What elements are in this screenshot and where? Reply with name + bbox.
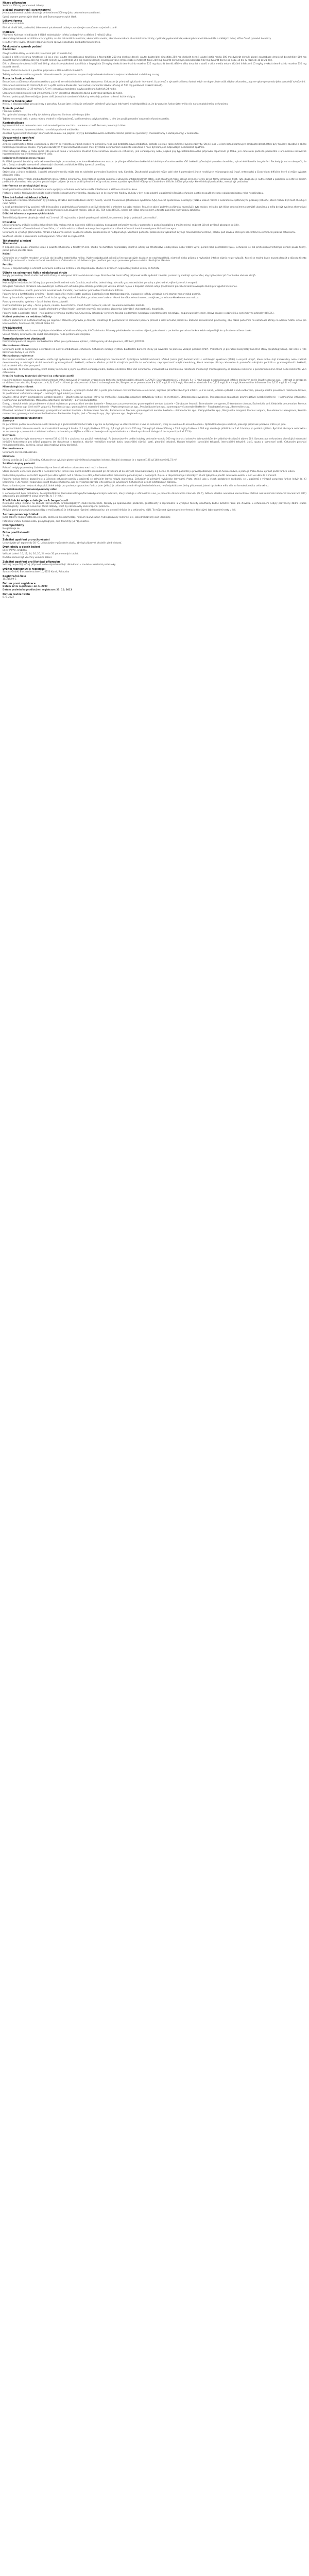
section-heading: Zvláštní opatření pro uchovávání (3, 538, 50, 542)
section-heading: Druh obalu a obsah balení (3, 546, 40, 549)
document-section (3, 561, 306, 567)
section-paragraph: Cefuroxim-axetil může ovlivňovat střevní flóru, což může vést ke snížené reabsorpci estrogenů a ke snížené účinnosti kombinované perorální antikoncepce. (3, 228, 177, 231)
section-heading: Držitel rozhodnutí o registraci (3, 567, 46, 571)
section-heading: Léková forma (3, 20, 22, 23)
document-section (3, 546, 306, 560)
section-heading: Upozornění a opatření (3, 136, 35, 140)
section-paragraph: Obvyklá délka léčby je sedm dní (v rozmezí pěti až deseti dní). (3, 52, 73, 55)
section-paragraph: akutní streptokoková tonzilitida a faryngitida; akutní bakteriální sinusitida; akutní otitis media; akutní exacerbace chronické bronchitidy; cystitida; pyelonefritida; nekomplikované infekce kůže a měkkých tkání; léčba časné lymeské boreliózy. (3, 38, 271, 41)
section-paragraph: Kategorie frekvence přiřazené níže uvedeným nežádoucím účinkům jsou odhady, protože pro většinu účinků nejsou k dispozici vhodné údaje (například z placebem kontrolovaných studií) pro výpočet incidence. (3, 285, 238, 289)
section-heading: Účinky na schopnost řídit a obsluhovat stroje (3, 271, 67, 275)
section-paragraph: 15/315/09-C (3, 578, 16, 581)
section-paragraph: Jádro tablety: mikrokrystalická celulóza, sodná sůl kroskarmelózy, natrium-lauryl-sulfát, hydrogenovaný rostlinný olej, koloidní bezvodý oxid křemičitý. (3, 516, 171, 519)
section-paragraph: Blistr (Al/Al), krabička. (3, 549, 28, 552)
section-paragraph: Veškerý nepoužitý léčivý přípravek nebo odpad musí být zlikvidován v souladu s místními požadavky. (3, 564, 116, 567)
section-paragraph: Neuplatňuje se. (3, 527, 21, 530)
section-paragraph: Po podání tablet cefuroxim-axetilu se maximálních sérových hladin (2,1 mg/l při dávce 125 mg, 4,1 mg/l při dávce 250 mg, 7,0 mg/l při dávce 500 mg a 13,6 mg/l při dávce 1 000 mg) dosahuje přibližně za 2 až 3 hodiny po podání s jídlem. Rychlost absorpce cefuroximu ze suspenze je v porovnání s tabletami snížena, což vede k pozdějším a nižším vrcholovým sérovým hladinám a snížené systémové biologické dostupnosti (o 4 až 17 %). (3, 427, 306, 433)
section-paragraph: Lze očekávat, že mikroorganismy, které získaly rezistenci k jiným injekčním cefalosporinům, budou rezistentní také vůči cefuroximu. V závislosti na mechanismu rezistence mohou být mikroorganismy se získanou rezistencí k penicilinům méně citlivé nebo rezistentní vůči cefuroximu. (3, 368, 306, 375)
section-paragraph: Tento léčivý přípravek obsahuje méně než 1 mmol (23 mg) sodíku v jedné potahované tabletě, to znamená, že je v podstatě „bez sodíku“. (3, 216, 158, 219)
document-section (3, 240, 306, 270)
section-heading: Seznam pomocných látek (3, 513, 39, 517)
section-paragraph: Předávkování může vést k neurologickým následkům, včetně encefalopatie, křečí a kómatu. Příznaky předávkování se mohou objevit, pokud není u pacientů s poruchou funkce ledvin odpovídajícím způsobem snížena dávka. (3, 330, 252, 332)
section-paragraph: Biotransformace (3, 448, 24, 451)
section-paragraph: Vazba na bílkoviny byla stanovena v rozmezí 33 až 50 % v závislosti na použité metodologii. Po jednorázovém podání tablety cefuroxim-axetilu 500 mg dvanácti zdravým dobrovolníkům byl zdánlivý distribuční objem 50 l. Koncentrace cefuroximu převyšující minimální inhibiční koncentrace pro běžné patogeny lze dosáhnout v tonzilách, tkáních vedlejších nosních dutin, bronchiální sliznici, kosti, pleurální tekutině, kloubní tekutině, synoviální tekutině, intersticiální tekutině, žluči, sputu a komorové vodě. Cefuroxim prochází hematoencefalickou bariérou, pokud jsou mozkové pleny zanícené. (3, 438, 306, 447)
section-paragraph: Potahová vrstva: hypromelóza, propylenglykol, oxid titaničitý (E171), mastek. (3, 520, 90, 523)
section-paragraph: Tablety cefuroxim-axetilu a granule cefuroxim-axetilu pro perorální suspenzi nejsou bioekvivalentní a nejsou zaměnitelné na bázi mg na mg. (3, 73, 160, 76)
document-section (3, 417, 306, 498)
section-paragraph: Přípravek Xorimax je indikován k léčbě následujících infekcí u dospělých a dětí od 3 měsíců věku: (3, 33, 112, 37)
section-paragraph: Hypersenzitivní reakce (3, 140, 32, 143)
section-paragraph: Děti s tělesnou hmotností nižší než 40 kg: akutní streptokoková tonzilitida a faryngitida 10 mg/kg dvakrát denně až do maxima 125 mg dvakrát denně; děti ve věku dvou let a starší s otitis media nebo s těžšími infekcemi 15 mg/kg dvakrát denně až do maxima 250 mg dvakrát denně. (3, 63, 306, 69)
section-paragraph: Dospělí a děti s tělesnou hmotností 40 kg a více: akutní streptokoková tonzilitida a faryngitida 250 mg dvakrát denně; akutní bakteriální sinusitida 250 mg dvakrát denně; akutní otitis media 500 mg dvakrát denně; akutní exacerbace chronické bronchitidy 500 mg dvakrát denně; cystitida 250 mg dvakrát denně; pyelonefritida 250 mg dvakrát denně; nekomplikované infekce kůže a měkkých tkání 250 mg dvakrát denně; lymeská borelióza 500 mg dvakrát denně po dobu 14 dní (v rozmezí 10 až 21 dní). (3, 56, 306, 62)
section-heading: Inkompatibility (3, 524, 24, 528)
section-paragraph: Stejně jako u jiných antibiotik, i použití cefuroxim-axetilu může mít za následek pomnožení kvasinek rodu Candida. Dlouhodobé používání může také vést k pomnožení jiných necitlivých mikroorganismů (např. enterokoků a Clostridium difficile), které si může vyžádat přerušení léčby. (3, 171, 306, 177)
section-paragraph: Aktivita gama-glutamyltranspeptidázy v moči potkanů je inhibována různými cefalosporiny, ale úroveň inhibice je u cefuroximu nižší. To může mít význam pro interferenci s klinickými laboratorními testy u lidí. (3, 509, 236, 512)
document-section (3, 31, 306, 45)
section-paragraph: Jarischova-Herxheimerova reakce (3, 157, 45, 160)
section-paragraph: K dispozici jsou pouze omezené údaje o použití cefuroximu u těhotných žen. Studie na zvířatech neprokázaly škodlivé účinky na těhotenství, embryonální nebo fetální vývoj, porod nebo postnatální vývoj. Cefuroxim se má předepisovat těhotným ženám pouze tehdy, pokud přínos převáží riziko. (3, 246, 306, 252)
section-paragraph: Absorpce (3, 420, 14, 423)
document-section (3, 137, 306, 195)
section-heading: Předávkování (3, 326, 22, 330)
section-paragraph: Bakteriální rezistence vůči cefuroximu může být způsobena jedním nebo více z následujících mechanismů: hydrolýzou betalaktamázami, včetně (mimo jiné) betalaktamáz s rozšířeným spektrem (ESBL) a enzymů AmpC, které mohou být indukovány nebo stabilně derepresovány u některých druhů aerobních gramnegativních bakterií; sníženou afinitou proteinů vázajících penicilin ke cefuroximu; nepropustností vnější membrány, která omezuje přístup cefuroximu k proteinům vázajícím penicilin u gramnegativních bakterií; bakteriálními efluxními pumpami. (3, 359, 306, 367)
section-paragraph: Velikost balení: 10, 12, 14, 16, 20, 24 nebo 50 potahovaných tablet. (3, 552, 79, 555)
document-section (3, 77, 306, 98)
section-paragraph: Těhotenství (3, 242, 18, 245)
section-paragraph: Starší pacienti: u starších pacientů s normální funkcí ledvin není nutná zvláštní opatrnost při dávkování až do obvyklé maximální dávky 1 g denně. U starších pacientů je pravděpodobnější snížená funkce ledvin, a proto je třeba dávku upravit podle funkce ledvin. (3, 470, 296, 473)
section-heading: Porucha funkce jater (3, 99, 32, 103)
section-paragraph: Léčivé přípravky snižující aciditu žaludečních šťáv mohou mít za následek nižší biologickou dostupnost cefuroxim-axetilu v porovnání s podáním nalačno a mají tendenci snižovat účinek zvýšené absorpce po jídle. (3, 224, 240, 227)
section-paragraph: Protože u testů s ferrikyanidem může dojít k falešně negativnímu výsledku, doporučuje se ke stanovení hladiny glukózy v krvi nebo plazmě u pacientů léčených cefuroxim-axetilem použít metodu s glukózooxidázou nebo hexokinázou. (3, 192, 264, 195)
section-paragraph: Potahovaná tableta. (3, 23, 25, 26)
section-paragraph: Přirozeně rezistentní mikroorganismy: grampozitivní aerobní bakterie – Enterococcus faecalis, Enterococcus faecium; gramnegativní aerobní bakterie – Acinetobacter spp., Campylobacter spp., Morganella morganii, Proteus vulgaris, Pseudomonas aeruginosa, Serratia marcescens; gramnegativní anaerobní bakterie – Bacteroides fragilis; jiné – Chlamydia spp., Mycoplasma spp., Legionella spp. (3, 410, 306, 416)
section-paragraph: Neklinické údaje získané na základě konvenčních farmakologických studií bezpečnosti, toxicity po opakovaném podávání, genotoxicity a reprodukční a vývojové toxicity neodhalily žádné zvláštní riziko pro člověka. S cefuroximem nebyly provedeny žádné studie kancerogenity, nicméně neexistují žádné důkazy, které by naznačovaly kancerogenní potenciál. (3, 502, 306, 509)
document-section (3, 513, 306, 523)
document-section (3, 272, 306, 278)
document-section (3, 196, 306, 219)
section-paragraph: Před zahájením léčby je třeba zjistit, zda pacient nemá v anamnéze závažné hypersenzitivní reakce na cefuroxim, jiné cefalosporiny nebo jakýkoli jiný typ betalaktamového přípravku. Opatrnosti je třeba, je-li cefuroxim podáván pacientům s anamnézou nezávažné hypersenzitivity na jiné betalaktamové látky. (3, 150, 306, 156)
section-paragraph: Pomnožení necitlivých mikroorganismů (3, 167, 52, 171)
section-paragraph: Uchovávejte při teplotě do 30 °C. Uchovávejte v původním obalu, aby byl přípravek chráněn před vlhkostí. (3, 541, 122, 545)
section-paragraph: Na trhu nemusí být všechny velikosti balení. (3, 556, 53, 560)
section-heading: Složení kvalitativní i kvantitativní (3, 8, 50, 12)
document-section (3, 568, 306, 574)
section-paragraph: Kojení (3, 253, 11, 256)
section-paragraph: Cefuroxim se v malém množství vylučuje do lidského mateřského mléka. Výskyt nežádoucích účinků při terapeutických dávkách se nepředpokládá, nicméně riziko průjmu a mykotické infekce sliznic nelze vyloučit. Kojení se možná bude muset přerušit z důvodu těchto účinků. Je nutno vzít v úvahu možnost senzibilizace. Cefuroxim se má během kojení používat pouze po posouzení přínosu a rizika ošetřujícím lékařem. (3, 257, 306, 263)
section-paragraph: Mechanismus rezistence (3, 355, 33, 358)
section-paragraph: Zvláštní skupiny pacientů (3, 463, 35, 466)
section-paragraph: Poruchy nervového systému – časté: bolest hlavy, závratě. (3, 300, 68, 303)
section-paragraph: Závažná hypersenzitivita (např. anafylaktická reakce) na jakýkoli jiný typ betalaktamového antibakteriálního přípravku (peniciliny, monobaktamy a karbapenemy) v anamnéze. (3, 132, 200, 135)
document-section (3, 279, 306, 326)
section-paragraph: Po perorálním podání se cefuroxim-axetil absorbuje z gastrointestinálního traktu a rychle se hydrolyzuje ve střevní sliznici a krvi na cefuroxim, který se uvolňuje do krevního oběhu. Optimální absorpce nastává, pokud je přípravek podáván krátce po jídle. (3, 423, 286, 427)
section-paragraph: Hypersenzitivita na cefuroxim nebo na kteroukoli pomocnou látku uvedenou v bodě Seznam pomocných látek. (3, 125, 127, 128)
document-section (3, 575, 306, 581)
section-paragraph: Nejsou k dispozici údaje o účincích cefuroxim-axetilu na fertilitu u lidí. Reprodukční studie na zvířatech neprokázaly žádné účinky na fertilitu. (3, 267, 160, 270)
section-heading: Závažné kožní nežádoucí účinky (3, 196, 48, 200)
section-heading: Těhotenství a kojení (3, 239, 31, 243)
section-paragraph: Gastrointestinální poruchy – časté: průjem, nauzea, bolest břicha; méně časté: zvracení; vzácné: pseudomembranózní kolitida. (3, 304, 145, 307)
document-section (3, 9, 306, 19)
section-paragraph: Tablety se nemají drtit, a proto nejsou vhodné k léčbě pacientů, kteří nemohou polykat tablety. U dětí lze použít perorální suspenzi cefuroxim-axetilu. (3, 117, 170, 121)
section-paragraph: Úplný seznam pomocných látek viz bod Seznam pomocných látek. (3, 15, 77, 19)
section-paragraph: V souvislosti s léčbou cefuroximem byly hlášeny závažné kožní nežádoucí účinky (SCAR), včetně Stevensova-Johnsonova syndromu (SJS), toxické epidermální nekrolýzy (TEN) a lékové reakce s eozinofilií a systémovými příznaky (DRESS), které mohou být život ohrožující nebo fatální. (3, 199, 306, 206)
section-heading: Farmakodynamické vlastnosti (3, 337, 45, 341)
section-paragraph: Eliminace (3, 455, 15, 458)
section-paragraph: Při používání téměř všech antibakteriálních látek, včetně cefuroximu, byla hlášena kolitida spojená s užíváním antibakteriálních látek, jejíž závažnost může kolísat od mírné formy až po formy ohrožující život. Tuto diagnózu je nutno zvážit u pacientů, u nichž se během podávání cefuroximu nebo po jeho podání objeví průjem. Je nutno zvážit přerušení léčby cefuroximem a podání specifické léčby proti Clostridium difficile. Léčivé přípravky, které inhibují peristaltiku, nemají být podávány. (3, 178, 306, 184)
document-section (3, 100, 306, 106)
section-paragraph: Sérové hladiny cefuroximu lze snížit hemodialýzou nebo peritoneální dialýzou. (3, 333, 91, 336)
section-paragraph: 8. 6. 2022 (3, 596, 14, 599)
document-section (3, 524, 306, 530)
section-paragraph: Porucha funkce ledvin: bezpečnost a účinnost cefuroxim-axetilu u pacientů se selháním ledvin nebyla stanovena. Cefuroxim je primárně vylučován ledvinami. Proto, stejně jako u všech podobných antibiotik, se u pacientů s výrazně poruchou funkce ledvin (tj. Cl kreatininu < 30 ml/min) doporučuje snížit dávku cefuroximu, aby se vykompenzovalo jeho pomalejší vylučování. Cefuroxim je účinně odstraňován dialýzou. (3, 478, 306, 484)
section-heading: Zvláštní opatření pro likvidaci přípravku (3, 560, 60, 564)
section-paragraph: Interference se sérologickými testy (3, 184, 47, 188)
section-paragraph: Poruchy imunitního systému – méně časté: kožní vyrážky; vzácné: kopřivka, pruritus; není známo: léková horečka, sérová nemoc, anafylaxe, Jarischova-Herxheimerova reakce. (3, 297, 199, 300)
section-paragraph: Nejsou žádné zkušenosti s použitím přípravku u dětí mladších 3 měsíců. (3, 70, 83, 73)
section-paragraph: Prevalence získané rezistence se může geograficky a časově u vybraných druhů lišit, a proto jsou žádoucí místní informace o rezistenci, zejména při léčbě závažných infekcí. Je-li to nutné, je třeba vyžádat si radu odborníka, pokud je místní prevalence rezistence taková, že použitelnost cefuroximu alespoň u některých typů infekcí je sporná. (3, 389, 306, 395)
document-section (3, 582, 306, 592)
section-heading: Datum revize textu (3, 593, 30, 597)
section-paragraph: Hlášení podezření na nežádoucí účinky po registraci léčivého přípravku je důležité. Umožňuje to pokračovat ve sledování poměru přínosů a rizik léčivého přípravku. Žádáme zdravotnické pracovníky, aby hlásili podezření na nežádoucí účinky na adresu: Státní ústav pro kontrolu léčiv, Šrobárova 48, 100 41 Praha 10. (3, 319, 306, 326)
section-paragraph: V době předepisování by pacienti měli být poučeni o známkách a příznacích a pečlivě sledováni s ohledem na kožní reakce. Pokud se objeví známky a příznaky naznačující tyto reakce, měla by být léčba cefuroximem okamžitě ukončena a měla by být zvážena alternativní léčba. Pokud se u pacienta při použití cefuroximu rozvinula závažná reakce, jako je SJS, TEN nebo DRESS, nesmí být léčba cefuroximem u tohoto pacienta nikdy znovu zahájena. (3, 206, 306, 212)
section-paragraph: Poruchy kůže a podkožní tkáně – není známo: erythema multiforme, Stevensův-Johnsonův syndrom, toxická epidermální nekrolýza (exantematózní nekrolýza), angioneurotický edém, léková reakce s eozinofilií a systémovými příznaky (DRESS). (3, 312, 274, 315)
section-paragraph: Farmakokinetický/farmakodynamický vztah (3, 488, 57, 492)
section-paragraph: Hraniční hodnoty minimální inhibiční koncentrace (MIC) stanovené Evropským výborem pro testování antimikrobiální citlivosti (EUCAST): Enterobacterales S ≤ 8 mg/l, R > 8 mg/l (pouze nekomplikované infekce močových cest); Staphylococcus spp. – citlivost je odvozena od citlivosti na cefoxitin; Streptococcus A, B, C a G – citlivost je odvozena od citlivosti na benzylpenicilin; Streptococcus pneumoniae S ≤ 0,25 mg/l, R > 0,5 mg/l; Moraxella catarrhalis S ≤ 0,125 mg/l, R > 4 mg/l; Haemophilus influenzae S ≤ 0,125 mg/l, R > 1 mg/l. (3, 379, 306, 385)
section-heading: Kontraindikace (3, 122, 24, 125)
document-section (3, 122, 306, 135)
section-paragraph: Clearance kreatininu 30 ml/min/1,73 m² a vyšší: úprava dávkování není nutná (standardní dávka 125 mg až 500 mg podávaná dvakrát denně). (3, 84, 163, 87)
section-paragraph: Obvykle citlivé druhy: grampozitivní aerobní bakterie – Staphylococcus aureus (citlivý na methicilin), koaguláza-negativní stafylokoky (citlivé na methicilin), Streptococcus pyogenes, Streptococcus agalactiae; gramnegativní aerobní bakterie – Haemophilus influenzae, Haemophilus parainfluenzae, Moraxella catarrhalis; spirochéty – Borrelia burgdorferi. (3, 396, 306, 402)
section-paragraph: Nejčastějšími nežádoucími účinky jsou pomnožení kvasinek rodu Candida, eozinofilie, bolest hlavy, závratě, gastrointestinální poruchy a přechodné zvýšení jaterních enzymů. (3, 281, 198, 284)
section-paragraph: Sandoz GmbH, Biochemiestrasse 10, 6250 Kundl, Rakousko (3, 571, 70, 574)
section-paragraph: Bílé až téměř bílé, podlouhlé, bikonvexní potahované tablety s vyraženým označením na jedné straně. (3, 26, 117, 29)
section-paragraph: Clearance kreatininu nižší než 10 ml/min/1,73 m²: jednotlivá standardní dávka podávaná každých 48 hodin. (3, 92, 123, 95)
section-paragraph: Vznik pozitivního výsledku Coombsova testu spojený s užíváním cefuroximu může interferovat s křížovou zkouškou krve. (3, 188, 138, 191)
section-paragraph: Sérový poločas je 1 až 1,5 hodiny. Cefuroxim se vylučuje glomerulární filtrací a tubulární sekrecí. Renální clearance je v rozmezí 125 až 148 ml/min/1,73 m². (3, 459, 178, 462)
section-paragraph: Nebyly provedeny žádné studie hodnotící účinky na schopnost řídit a obsluhovat stroje. Protože však tento léčivý přípravek může způsobit závratě, pacienti by měli být upozorněni, aby byli opatrní při řízení nebo obsluze strojů. (3, 274, 256, 277)
section-paragraph: Datum posledního prodloužení registrace: 23. 10. 2013 (3, 589, 72, 592)
section-paragraph: Xorimax 500 mg potahované tablety (3, 5, 44, 8)
section-heading: Způsob podání (3, 107, 24, 110)
section-paragraph: Datum první registrace: 13. 5. 2009 (3, 585, 48, 588)
section-paragraph: Bezpečnost a účinnost cefuroxim-axetilu u pacientů se selháním ledvin nebyla stanovena. Cefuroxim je primárně vylučován ledvinami. U pacientů s výrazně sníženou funkcí ledvin se doporučuje snížit dávku cefuroximu, aby se vykompenzovalo jeho pomalejší vylučování. (3, 80, 306, 83)
section-paragraph: Druhy, u kterých může být problémem získaná rezistence: grampozitivní aerobní bakterie – Streptococcus pneumoniae; gramnegativní aerobní bakterie – Citrobacter freundii, Enterobacter aerogenes, Enterobacter cloacae, Escherichia coli, Klebsiella pneumoniae, Proteus mirabilis, Proteus spp. (jiné než P. vulgaris), Providencia spp.; grampozitivní anaerobní bakterie – Peptostreptococcus spp., Propionibacterium spp.; gramnegativní anaerobní bakterie – Fusobacterium spp., Bacteroides spp. (3, 403, 306, 409)
section-paragraph: Clearance kreatininu 10–29 ml/min/1,73 m²: jednotlivá standardní dávka podávaná každých 24 hodin. (3, 88, 117, 91)
section-paragraph: Distribuce (3, 434, 16, 437)
section-heading: Název přípravku (3, 2, 26, 5)
section-paragraph: Poruchy krve a lymfatického systému – časté: eozinofilie; méně časté: pozitivní Coombsův test, trombocytopenie, leukopenie (někdy výrazná); není známo: hemolytická anemie. (3, 293, 201, 296)
document-section (3, 538, 306, 545)
section-paragraph: Mechanismus účinku (3, 344, 29, 347)
section-paragraph: Jedna potahovaná tableta obsahuje cefuroximum 500 mg (jako cefuroximum axetilum). (3, 12, 100, 15)
section-paragraph: Dávkování (3, 48, 16, 52)
section-heading: Dávkování a způsob podání (3, 45, 42, 49)
section-heading: Registrační číslo (3, 574, 26, 578)
document-section (3, 337, 306, 416)
section-paragraph: Pacienti se známou hypersenzitivitou na cefalosporinová antibiotika. (3, 128, 80, 131)
section-heading: Doba použitelnosti (3, 531, 29, 535)
section-paragraph: Fertilita (3, 263, 13, 266)
document-section (3, 327, 306, 336)
section-heading: Indikace (3, 30, 15, 34)
section-heading: Datum první registrace (3, 582, 36, 585)
section-paragraph: Poruchy jater a žlučových cest – časté: přechodné zvýšení hladin jaterních enzymů; není známo: žloutenka (převážně cholestatická), hepatitida. (3, 308, 164, 311)
document-section (3, 45, 306, 76)
section-paragraph: Pediatrická populace: u starších kojenců (ve věku vyšším než 3 měsíce) a u dětí je farmakokinetika cefuroximu podobná jako u dospělých. Nejsou k dispozici údaje z klinických studií týkající se použití cefuroxim-axetilu u dětí ve věku do 3 měsíců. (3, 474, 277, 477)
section-paragraph: Porucha funkce jater: nejsou k dispozici žádné údaje pro pacienty s poruchou funkce jater. Jelikož je cefuroxim primárně vylučován ledvinami, nepředpokládá se, že by přítomnost jaterní dysfunkce měla vliv na farmakokinetiku cefuroximu. (3, 484, 269, 487)
section-paragraph: Farmakoterapeutická skupina: antibakteriální léčiva pro systémovou aplikaci, cefalosporiny druhé generace, ATC kód: J01DC02. (3, 341, 145, 344)
section-paragraph: 3 roky. (3, 534, 10, 537)
document-section (3, 20, 306, 29)
section-paragraph: Po léčbě lymeské boreliózy cefuroxim-axetilem byla pozorována Jarischova-Herxheimerova reakce. Je přímým důsledkem baktericidní aktivity cefuroxim-axetilu vůči bakterii způsobující lymeskou boreliózu, spirochétě Borrelia burgdorferi. Pacienty je nutno ubezpečit, že jde o častý a obvykle samovolně odeznívající důsledek antibiotické léčby lymeské boreliózy. (3, 161, 306, 166)
section-paragraph: Nejsou k dispozici údaje pro pacienty s poruchou funkce jater. Jelikož je cefuroxim primárně vylučován ledvinami, nepředpokládá se, že by porucha funkce jater měla vliv na farmakokinetiku cefuroximu. (3, 103, 229, 106)
section-paragraph: Mikrobiologická citlivost (3, 385, 33, 388)
document-section (3, 499, 306, 512)
section-paragraph: Důležité informace o pomocných látkách (3, 213, 54, 216)
section-heading: Interakce (3, 221, 16, 224)
document-section (3, 531, 306, 537)
section-paragraph: Cefuroxim se vylučuje glomerulární filtrací a tubulární sekrecí. Současné užívání probenecidu se nedoporučuje. Současné podávání probenecidu významně zvyšuje maximální koncentraci, plochu pod křivkou sérových koncentrací a eliminační poločas cefuroximu. (3, 231, 296, 234)
section-paragraph: Pacienti podstupující hemodialýzu: jedna další jednotlivá standardní dávka by měla být podána na konci každé dialýzy. (3, 95, 135, 98)
section-paragraph: U cefalosporinů bylo prokázáno, že nejdůležitějším farmakokinetickým/farmakodynamickým indexem, který koreluje s účinností in vivo, je procento dávkovacího intervalu (% T), během kterého nevázaná koncentrace zůstává nad minimální inhibiční koncentrací (MIC) cefuroximu pro jednotlivé cílové druhy (tj. % T > MIC). (3, 492, 306, 498)
document-section (3, 593, 306, 599)
section-paragraph: Cefuroxim-axetil se hydrolyzuje esterázami na aktivní antibiotikum cefuroxim. Cefuroxim inhibuje syntézu bakteriální buněčné stěny po navázání na proteiny vázající penicilin (PBP). Výsledkem je přerušení biosyntézy buněčné stěny (peptidoglykanu), což vede k lýze bakteriální buňky a její smrti. (3, 348, 306, 354)
section-paragraph: Perorální podání. (3, 110, 22, 113)
section-heading: Předklinické údaje vztahující se k bezpečnosti (3, 499, 68, 503)
section-paragraph: Je nutné vzít v úvahu oficiální doporučení pro správné používání antibakteriálních látek. (3, 41, 101, 44)
section-paragraph: Hraniční hodnoty testování citlivosti na cefuroxim-axetil (3, 375, 74, 378)
section-paragraph: Současné užívání s perorálními antikoagulancii může vést ke zvýšení INR. (3, 235, 85, 238)
section-heading: Porucha funkce ledvin (3, 77, 35, 81)
section-paragraph: Infekce a infestace – časté: pomnožení kvasinek rodu Candida; není známo: pomnožení Clostridium difficile. (3, 289, 124, 292)
section-paragraph: Zvláštní opatrnosti je třeba u pacientů, u kterých se vyskytla alergická reakce na peniciliny nebo jiná betalaktamová antibiotika, protože existuje riziko zkřížené hypersenzitivity. Stejně jako u všech betalaktamových antibakteriálních látek byly hlášeny závažné a občas fatální hypersenzitivní reakce. V případě závažných hypersenzitivních reakcí musí být léčba cefuroximem okamžitě ukončena a musí být zahájena odpovídající neodkladná opatření. (3, 143, 306, 149)
document-section (3, 2, 306, 8)
document-section (3, 107, 306, 121)
section-heading: Farmakokinetické vlastnosti (3, 416, 43, 420)
section-paragraph: Pro optimální absorpci by měly být tablety přípravku Xorimax užívány po jídle. (3, 114, 91, 117)
document-section (3, 221, 306, 239)
document-body (0, 0, 309, 599)
section-heading: Nežádoucí účinky (3, 278, 28, 282)
section-paragraph: Pohlaví: nebyly pozorovány žádné rozdíly ve farmakokinetice cefuroximu mezi muži a ženami. (3, 466, 108, 469)
section-paragraph: Hlášení podezření na nežádoucí účinky (3, 315, 52, 318)
section-paragraph: Cefuroxim není metabolizován. (3, 451, 38, 454)
